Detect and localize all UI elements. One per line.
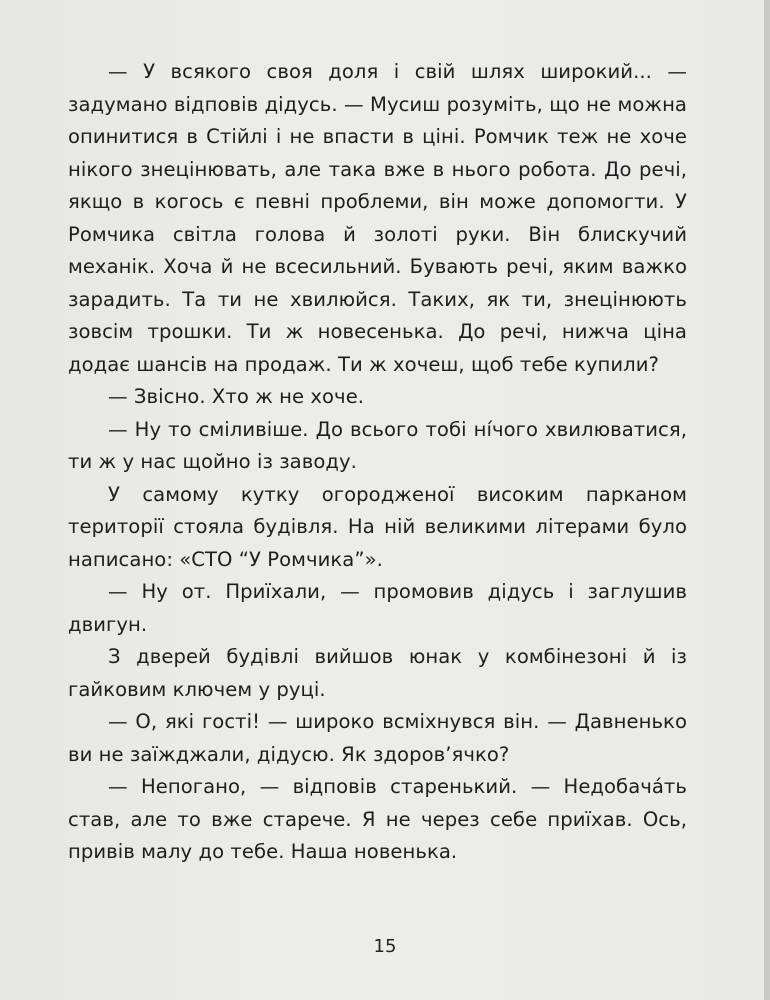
paragraph: — Ну от. Приїхали, — промовив дідусь і заглушив двигун. xyxy=(68,580,687,636)
paragraph: — Ну то сміливіше. До всього тобі ні́чого хвилюватися, ти ж у нас щойно із заводу. xyxy=(68,417,687,473)
paragraph: — О, які гості! — широко всміхнувся він. — Давненько ви не заїжджали, дідусю. Як здоров’ячко? xyxy=(68,710,687,766)
paragraph: З дверей будівлі вийшов юнак у комбінезоні й із гайковим ключем у руці. xyxy=(68,645,687,701)
page-text xyxy=(68,56,687,869)
paragraph: — У всякого своя доля і свій шлях широкий... — задумано відповів дідусь. — Мусиш розуміть, що не можна опинитися в Стійлі і не впасти в ціні. Ромчик теж не хоче нікого знецінювать, але така вже в нього робота. До речі, якщо в когось є певні проблеми, він може допомогти. У Ромчика світла голова й золоті руки. Він блискучий механік. Хоча й не всесильний. Бувають речі, яким важко зарадить. Та ти не хвилюйся. Таких, як ти, знецінюють зовсім трошки. Ти ж новесенька. До речі, нижча ціна додає шансів на продаж. Ти ж хочеш, щоб тебе купили? xyxy=(68,60,687,376)
paragraph: — Звісно. Хто ж не хоче. xyxy=(108,385,365,408)
page-number: 15 xyxy=(373,936,397,957)
paragraph: У самому кутку огородженої високим парканом території стояла будівля. На ній великими літерами було написано: «СТО “У Ромчика”». xyxy=(68,482,687,571)
paragraph: — Непогано, — відповів старенький. — Недобача́ть став, але то вже старече. Я не через себе приїхав. Ось, привів малу до тебе. Наша новенька. xyxy=(68,775,687,863)
